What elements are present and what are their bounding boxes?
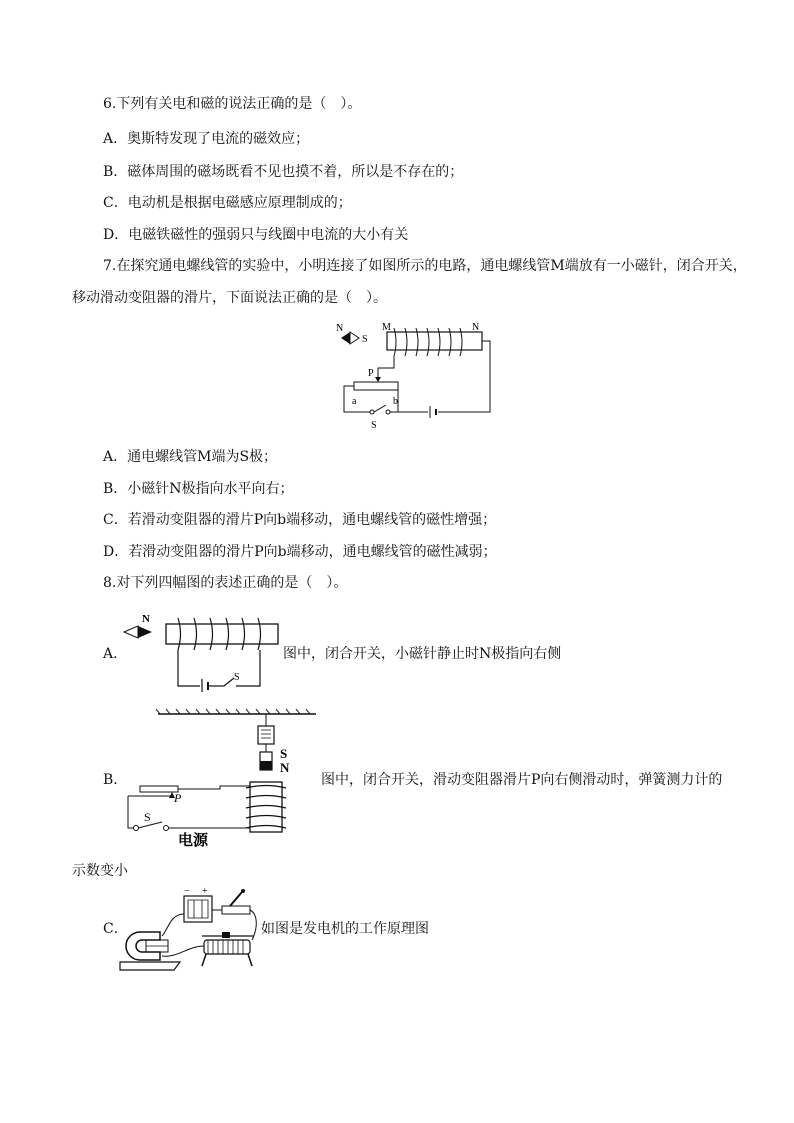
q7-stem-line1: 7.在探究通电螺线管的实验中，小明连接了如图所示的电路，通电螺线管M端放有一小磁针，闭合开关， <box>103 258 747 274</box>
q8-stem: 8.对下列四幅图的表述正确的是（ ）。 <box>103 575 348 591</box>
q8-option-a-label: A． <box>103 646 128 662</box>
rheostat-icon <box>202 932 254 966</box>
q7-circuit-figure <box>330 318 500 436</box>
q7-option-b: B．小磁针N极指向水平向右； <box>103 481 294 497</box>
q8-option-b-text-line1: 图中，闭合开关，滑动变阻器滑片P向右侧滑动时，弹簧测力计的 <box>321 772 723 788</box>
q8-option-c-text: 如图是发电机的工作原理图 <box>261 921 429 937</box>
q8a-switch-label: S <box>234 672 240 683</box>
q8-option-a-text: 图中，闭合开关，小磁针静止时N极指向右侧 <box>283 646 562 662</box>
q8-option-b-text-line2: 示数变小 <box>72 863 128 879</box>
q8-option-b-label: B． <box>103 772 128 788</box>
q8a-needle-n-label: N <box>142 613 150 625</box>
q7-option-a: A．通电螺线管M端为S极； <box>103 449 278 465</box>
q6-option-b: B．磁体周围的磁场既看不见也摸不着，所以是不存在的； <box>103 164 464 180</box>
needle-n-label: N <box>336 323 344 334</box>
q8b-figure <box>120 708 320 850</box>
rheostat-p-label: P <box>368 368 374 379</box>
q8a-solenoid-coil <box>178 618 261 650</box>
q8b-slider-p-label: P <box>174 791 182 805</box>
q6-option-a: A．奥斯特发现了电流的磁效应； <box>103 131 310 147</box>
rheostat-b-label: b <box>393 396 398 407</box>
q8b-solenoid-coil <box>246 786 286 829</box>
q8b-rheostat <box>140 786 178 792</box>
q6-stem: 6.下列有关电和磁的说法正确的是（ ）。 <box>103 96 362 112</box>
magnet-s-label: S <box>280 746 288 761</box>
spring-scale <box>258 726 274 744</box>
solenoid-core <box>387 332 482 350</box>
q6-option-d: D．电磁铁磁性的强弱只与线圈中电流的大小有关 <box>103 227 409 243</box>
q8c-plus-label: + <box>202 886 208 897</box>
knife-switch-icon <box>222 889 250 914</box>
rheostat-a-label: a <box>352 396 357 407</box>
q8a-figure <box>122 608 282 692</box>
q8b-solenoid-core <box>250 782 282 832</box>
horseshoe-magnet-icon <box>126 932 168 960</box>
switch-s-label: S <box>371 420 377 431</box>
q7-stem-line2: 移动滑动变阻器的滑片，下面说法正确的是（ ）。 <box>72 290 387 306</box>
q6-option-c: C．电动机是根据电磁感应原理制成的； <box>103 195 352 211</box>
compass-needle-icon <box>124 626 152 638</box>
q8b-switch <box>134 826 139 831</box>
needle-s-label: S <box>362 334 368 345</box>
power-source-label: 电源 <box>178 833 209 849</box>
q8a-switch <box>224 678 234 686</box>
rheostat <box>354 382 398 390</box>
base-plate <box>120 962 180 970</box>
q7-option-d: D．若滑动变阻器的滑片P向b端移动，通电螺线管的磁性减弱； <box>103 544 497 560</box>
q8b-switch-label: S <box>144 810 151 824</box>
compass-needle-icon <box>341 332 359 344</box>
q8-option-c-label: C． <box>103 921 128 937</box>
solenoid-n-label: N <box>472 322 480 333</box>
q8c-generator-figure <box>118 884 262 972</box>
magnet-n-label: N <box>280 760 290 775</box>
q7-option-c: C．若滑动变阻器的滑片P向b端移动，通电螺线管的磁性增强； <box>103 512 497 528</box>
q8a-solenoid-core <box>166 624 278 644</box>
solenoid-m-label: M <box>382 322 391 333</box>
q8c-minus-label: − <box>184 886 190 897</box>
